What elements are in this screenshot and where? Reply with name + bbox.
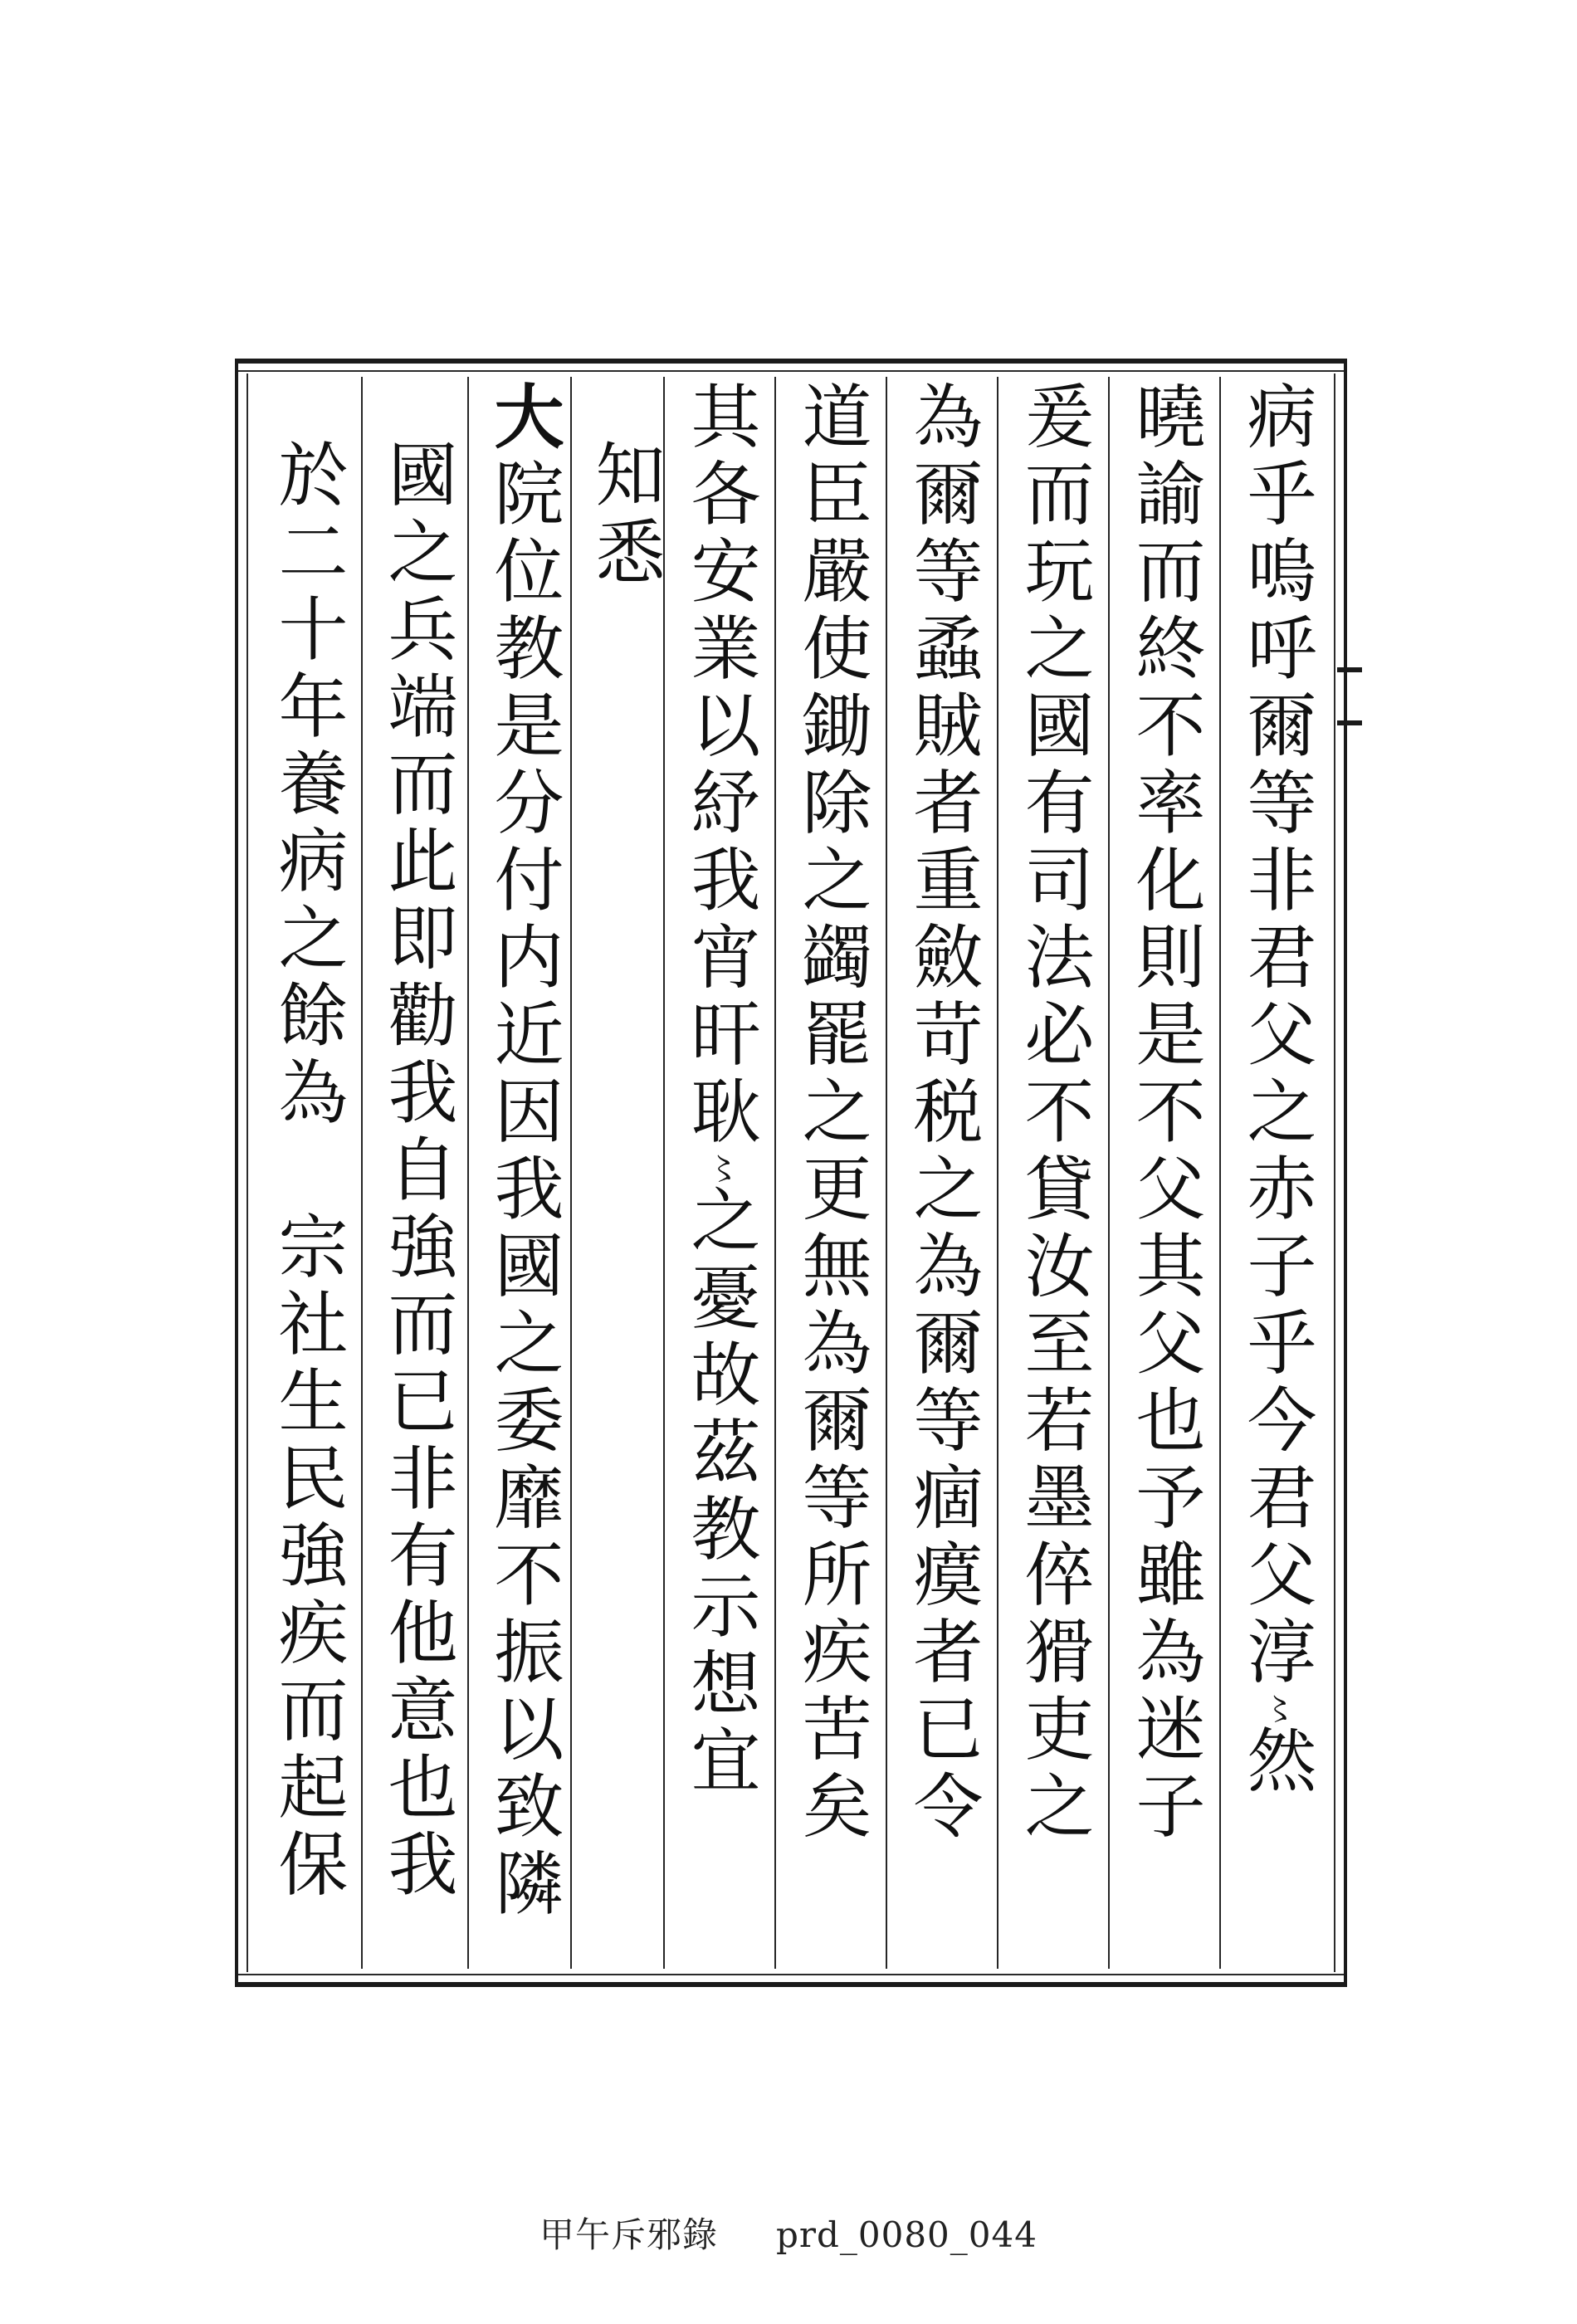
- text-column-1: [1227, 380, 1326, 1965]
- column-text: 道臣嚴使鋤除之蠲罷之更無為爾等所疾苦矣: [791, 380, 872, 1847]
- column-separator: [886, 377, 887, 1969]
- column-separator: [774, 377, 776, 1969]
- column-text: 知悉: [584, 438, 666, 593]
- printed-block-frame: [235, 359, 1347, 1987]
- book-title: 甲午斥邪錄: [540, 2214, 719, 2255]
- frame-top-rule: [235, 359, 1347, 364]
- column-separator: [1108, 377, 1110, 1969]
- column-text-honorific: 大: [483, 380, 565, 457]
- frame-right-inner-rule: [1334, 374, 1335, 1972]
- column-text: 於二十年養病之餘為 宗社生民強疾而起保: [267, 438, 349, 1905]
- page-footer: [0, 2208, 1577, 2258]
- text-column-8: [474, 380, 574, 1965]
- column-text: 其各安業以紓我宵旰耿: [680, 380, 761, 1152]
- text-column-6: [671, 380, 770, 1965]
- frame-left-inner-rule: [247, 374, 248, 1972]
- frame-left-rule: [235, 359, 238, 1987]
- text-column-7: [575, 438, 675, 2024]
- text-column-3: [1004, 380, 1104, 1965]
- column-text: 曉諭而終不率化則是不父其父也予雖為迷子: [1125, 380, 1206, 1847]
- column-text: 病乎嗚呼爾等非君父之赤子乎今君父淳: [1236, 380, 1317, 1692]
- text-column-9: [368, 438, 467, 2024]
- text-column-5: [782, 380, 881, 1965]
- column-separator: [1219, 377, 1221, 1969]
- fishtail-mark: [1337, 667, 1362, 725]
- text-column-10: [258, 438, 358, 2024]
- frame-right-rule: [1344, 359, 1347, 1987]
- repeat-mark: 〻: [702, 1152, 739, 1184]
- text-column-2: [1116, 380, 1215, 1965]
- column-text: 然: [1236, 1724, 1317, 1801]
- text-column-4: [893, 380, 993, 1965]
- column-text: 國之兵端而此即勸我自強而已非有他意也我: [377, 438, 458, 1905]
- frame-top-inner-rule: [235, 370, 1347, 372]
- repeat-mark: 〻: [1258, 1692, 1295, 1724]
- column-separator: [361, 377, 363, 1969]
- column-text: 爰而玩之國有司法必不貸汝至若墨倅猾吏之: [1013, 380, 1095, 1847]
- page-id: prd_0080_044: [776, 2214, 1038, 2255]
- column-separator: [997, 377, 998, 1969]
- column-text: 院位教是分付内近因我國之委靡不振以致隣: [483, 457, 564, 1924]
- column-text: 為爾等蟊賊者重斂苛税之為爾等痼瘼者已令: [902, 380, 984, 1847]
- column-separator: [467, 377, 469, 1969]
- column-text: 之憂故茲教示想宜: [680, 1184, 761, 1801]
